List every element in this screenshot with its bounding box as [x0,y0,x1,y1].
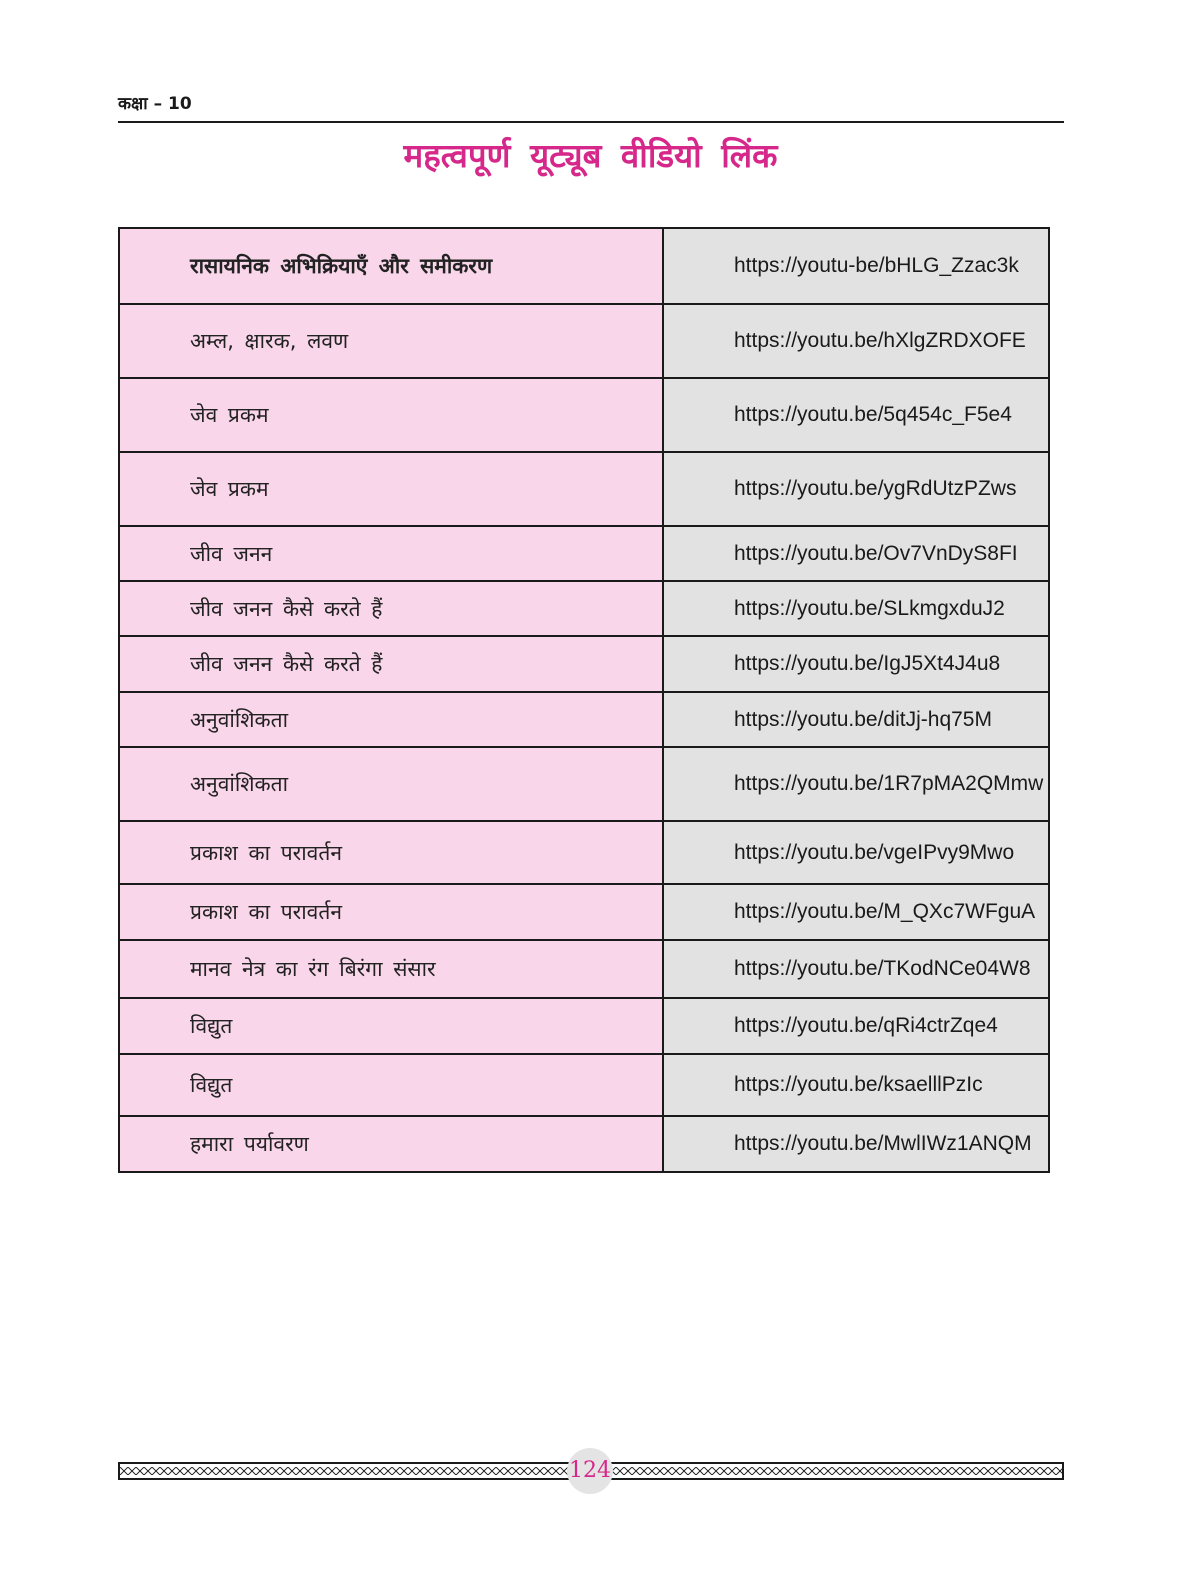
video-link[interactable]: https://youtu.be/IgJ5Xt4J4u8 [663,636,1049,692]
video-link[interactable]: https://youtu.be/ygRdUtzPZws [663,452,1049,526]
topic-cell: अनुवांशिकता [119,692,663,747]
topic-cell: विद्युत [119,998,663,1054]
video-link[interactable]: https://youtu.be/qRi4ctrZqe4 [663,998,1049,1054]
topic-cell: अनुवांशिकता [119,747,663,821]
video-link[interactable]: https://youtu.be/M_QXc7WFguA [663,884,1049,940]
table-row [119,636,1049,692]
table-row [119,821,1049,884]
topic-cell: प्रकाश का परावर्तन [119,821,663,884]
class-label: कक्षा – 10 [118,94,192,114]
table-row [119,884,1049,940]
topic-cell: जीव जनन [119,526,663,581]
topic-cell: विद्युत [119,1054,663,1116]
table-row [119,998,1049,1054]
table-row [119,228,1049,304]
table-row [119,692,1049,747]
table-row [119,526,1049,581]
page-title: महत्वपूर्ण यूट्यूब वीडियो लिंक [403,136,778,175]
video-link[interactable]: https://youtu.be/ditJj-hq75M [663,692,1049,747]
video-link[interactable]: https://youtu.be/1R7pMA2QMmw [663,747,1049,821]
video-link[interactable]: https://youtu.be/vgeIPvy9Mwo [663,821,1049,884]
topic-cell: जेव प्रकम [119,452,663,526]
table-row [119,452,1049,526]
topic-cell: अम्ल, क्षारक, लवण [119,304,663,378]
topic-cell: जीव जनन कैसे करते हैं [119,636,663,692]
topic-cell: जेव प्रकम [119,378,663,452]
video-link[interactable]: https://youtu.be/Ov7VnDyS8FI [663,526,1049,581]
video-link[interactable]: https://youtu.be/MwlIWz1ANQM [663,1116,1049,1172]
video-link[interactable]: https://youtu.be/ksaelllPzIc [663,1054,1049,1116]
page-number: 124 [567,1448,613,1494]
table-row [119,747,1049,821]
table-row [119,940,1049,998]
topic-cell: प्रकाश का परावर्तन [119,884,663,940]
table-row [119,1054,1049,1116]
topic-cell: रासायनिक अभिक्रियाएँ और समीकरण [119,228,663,304]
video-link[interactable]: https://youtu.be/TKodNCe04W8 [663,940,1049,998]
topic-cell: हमारा पर्यावरण [119,1116,663,1172]
video-link[interactable]: https://youtu-be/bHLG_Zzac3k [663,228,1049,304]
video-links-table [118,227,1050,1173]
table-row [119,581,1049,636]
page-header [118,88,1064,123]
video-link[interactable]: https://youtu.be/hXlgZRDXOFE [663,304,1049,378]
table-row [119,1116,1049,1172]
video-link[interactable]: https://youtu.be/SLkmgxduJ2 [663,581,1049,636]
table-row [119,378,1049,452]
video-link[interactable]: https://youtu.be/5q454c_F5e4 [663,378,1049,452]
table-row [119,304,1049,378]
topic-cell: मानव नेत्र का रंग बिरंगा संसार [119,940,663,998]
topic-cell: जीव जनन कैसे करते हैं [119,581,663,636]
